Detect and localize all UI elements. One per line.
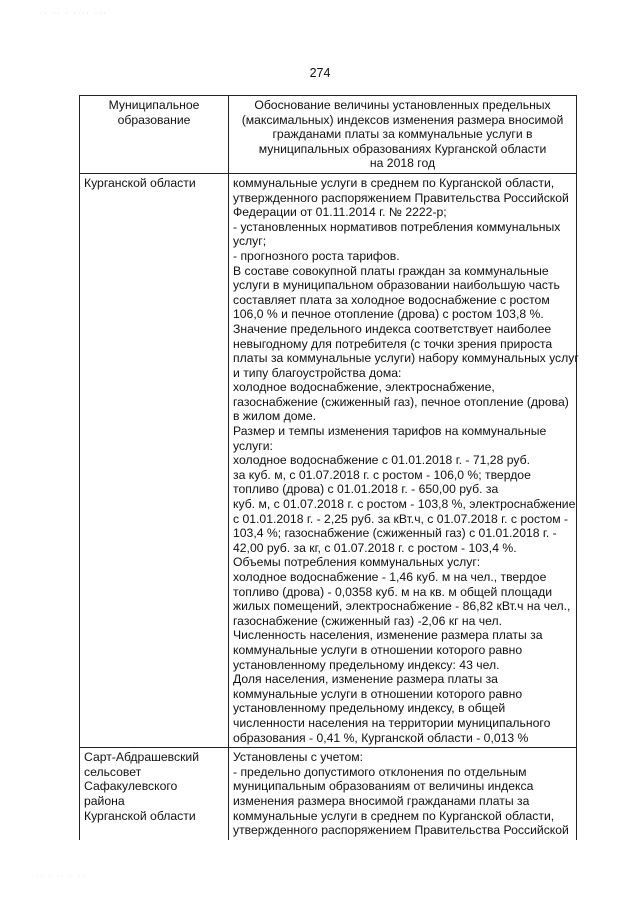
municipality-line: сельсовет	[84, 764, 142, 779]
justification-line: услуг;	[233, 234, 267, 249]
justification-line: коммунальные услуги в среднем по Курганской области,	[233, 175, 555, 190]
justification-line: - предельно допустимого отклонения по отдельным	[233, 764, 527, 779]
justification-line: холодное водоснабжение - 1,46 куб. м на чел., твердое	[233, 570, 547, 584]
justification-line: холодное водоснабжение с 01.01.2018 г. - 71,28 руб.	[233, 453, 530, 468]
header-text-line: (максимальных) индексов изменения размера вносимой	[241, 112, 564, 127]
justification-line: установленному предельному индексу: 43 чел.	[233, 657, 500, 672]
justification-line: за куб. м, с 01.07.2018 г. с ростом - 106,0 %; твердое	[233, 467, 531, 482]
scan-artifact-bottom: ·· · ·· · ··	[36, 873, 87, 880]
justification-line: - установленных нормативов потребления коммунальных	[233, 219, 561, 234]
header-text-line: Муниципальное	[108, 98, 200, 112]
justification-line: газоснабжение (сжиженный газ) -2,06 кг на чел.	[233, 613, 503, 628]
justification-line: Доля населения, изменение размера платы за	[233, 672, 498, 687]
document-table	[79, 95, 577, 840]
table-row	[80, 173, 577, 747]
justification-line: Значение предельного индекса соответствует наиболее	[233, 321, 552, 336]
table-header-row	[80, 96, 577, 174]
scan-artifact-top: ·· ·· · ···· ···	[40, 10, 108, 17]
justification-line: коммунальные услуги в отношении которого равно	[233, 686, 523, 701]
header-text-line: образование	[117, 112, 191, 127]
justification-line: муниципальным образованиям от величины индекса	[233, 779, 534, 794]
municipality-line: района	[84, 793, 125, 808]
municipality-line: Сарт-Абдрашевский	[84, 750, 200, 765]
municipality-line: Сафакулевского	[84, 779, 178, 794]
header-text-line: муниципальных образованиях Курганской области	[258, 141, 547, 156]
justification-line: и типу благоустройства дома:	[233, 365, 402, 380]
justification-line: В составе совокупной платы граждан за коммунальные	[233, 263, 549, 278]
justification-line: топливо (дрова) - 0,0358 куб. м на кв. м общей площади	[233, 584, 553, 599]
table-row	[80, 748, 577, 840]
justification-line: составляет плата за холодное водоснабжение с ростом	[233, 292, 550, 307]
justification-line: 42,00 руб. за кг, с 01.07.2018 г. с ростом - 103,4 %.	[233, 540, 517, 555]
header-justification-cell	[229, 96, 577, 174]
justification-cell	[229, 173, 577, 747]
municipality-line: Курганской области	[84, 808, 196, 823]
justification-line: услуги:	[233, 438, 273, 453]
justification-line: - прогнозного роста тарифов.	[233, 248, 400, 263]
municipality-cell	[80, 173, 229, 747]
justification-line: топливо (дрова) с 01.01.2018 г. - 650,00 руб. за	[233, 482, 499, 497]
justification-line: утвержденного распоряжением Правительства Российской	[233, 190, 569, 205]
justification-line: куб. м, с 01.07.2018 г. с ростом - 103,8 %, электроснабжение	[233, 497, 576, 512]
justification-line: коммунальные услуги в отношении которого равно	[233, 642, 523, 657]
justification-line: невыгодному для потребителя (с точки зрения прироста	[233, 336, 553, 351]
justification-line: платы за коммунальные услуги) набору коммунальных услуг	[233, 351, 579, 366]
header-text-line: гражданами платы за коммунальные услуги в	[272, 127, 533, 142]
justification-line: численности населения на территории муниципального	[233, 715, 551, 730]
header-text-line: Обоснование величины установленных предельных	[254, 98, 551, 112]
justification-line: 106,0 % и печное отопление (дрова) с ростом 103,8 %.	[233, 307, 544, 322]
justification-line: с 01.01.2018 г. - 2,25 руб. за кВт.ч, с 01.07.2018 г. с ростом -	[233, 511, 569, 526]
page-number: 274	[309, 66, 331, 80]
justification-line: изменения размера вносимой гражданами платы за	[233, 793, 530, 808]
justification-line: 103,4 %; газоснабжение (сжиженный газ) с 01.01.2018 г. -	[233, 526, 557, 541]
justification-line: услуги в муниципальном образовании наибольшую часть	[233, 278, 560, 293]
justification-line: утвержденного распоряжением Правительства Российской	[233, 823, 569, 838]
municipality-line: Курганской области	[84, 175, 196, 190]
header-text-line: на 2018 год	[369, 156, 436, 171]
justification-line: коммунальные услуги в среднем по Курганской области,	[233, 808, 555, 823]
municipality-cell	[80, 748, 229, 840]
justification-line: образования - 0,41 %, Курганской области - 0,013 %	[233, 730, 529, 745]
header-municipality-cell	[80, 96, 229, 174]
justification-line: Установлены с учетом:	[233, 750, 363, 765]
justification-line: холодное водоснабжение, электроснабжение,	[233, 380, 495, 395]
justification-line: Численность населения, изменение размера платы за	[233, 628, 543, 643]
justification-line: установленному предельному индексу, в общей	[233, 701, 506, 716]
justification-line: Федерации от 01.11.2014 г. № 2222-р;	[233, 205, 447, 220]
justification-line: жилых помещений, электроснабжение - 86,82 кВт.ч на чел.,	[233, 599, 571, 614]
justification-line: в жилом доме.	[233, 409, 317, 424]
justification-line: Размер и темпы изменения тарифов на коммунальные	[233, 424, 547, 439]
justification-line: Объемы потребления коммунальных услуг:	[233, 555, 481, 570]
justification-cell	[229, 748, 577, 840]
justification-line: газоснабжение (сжиженный газ), печное отопление (дрова)	[233, 394, 569, 409]
